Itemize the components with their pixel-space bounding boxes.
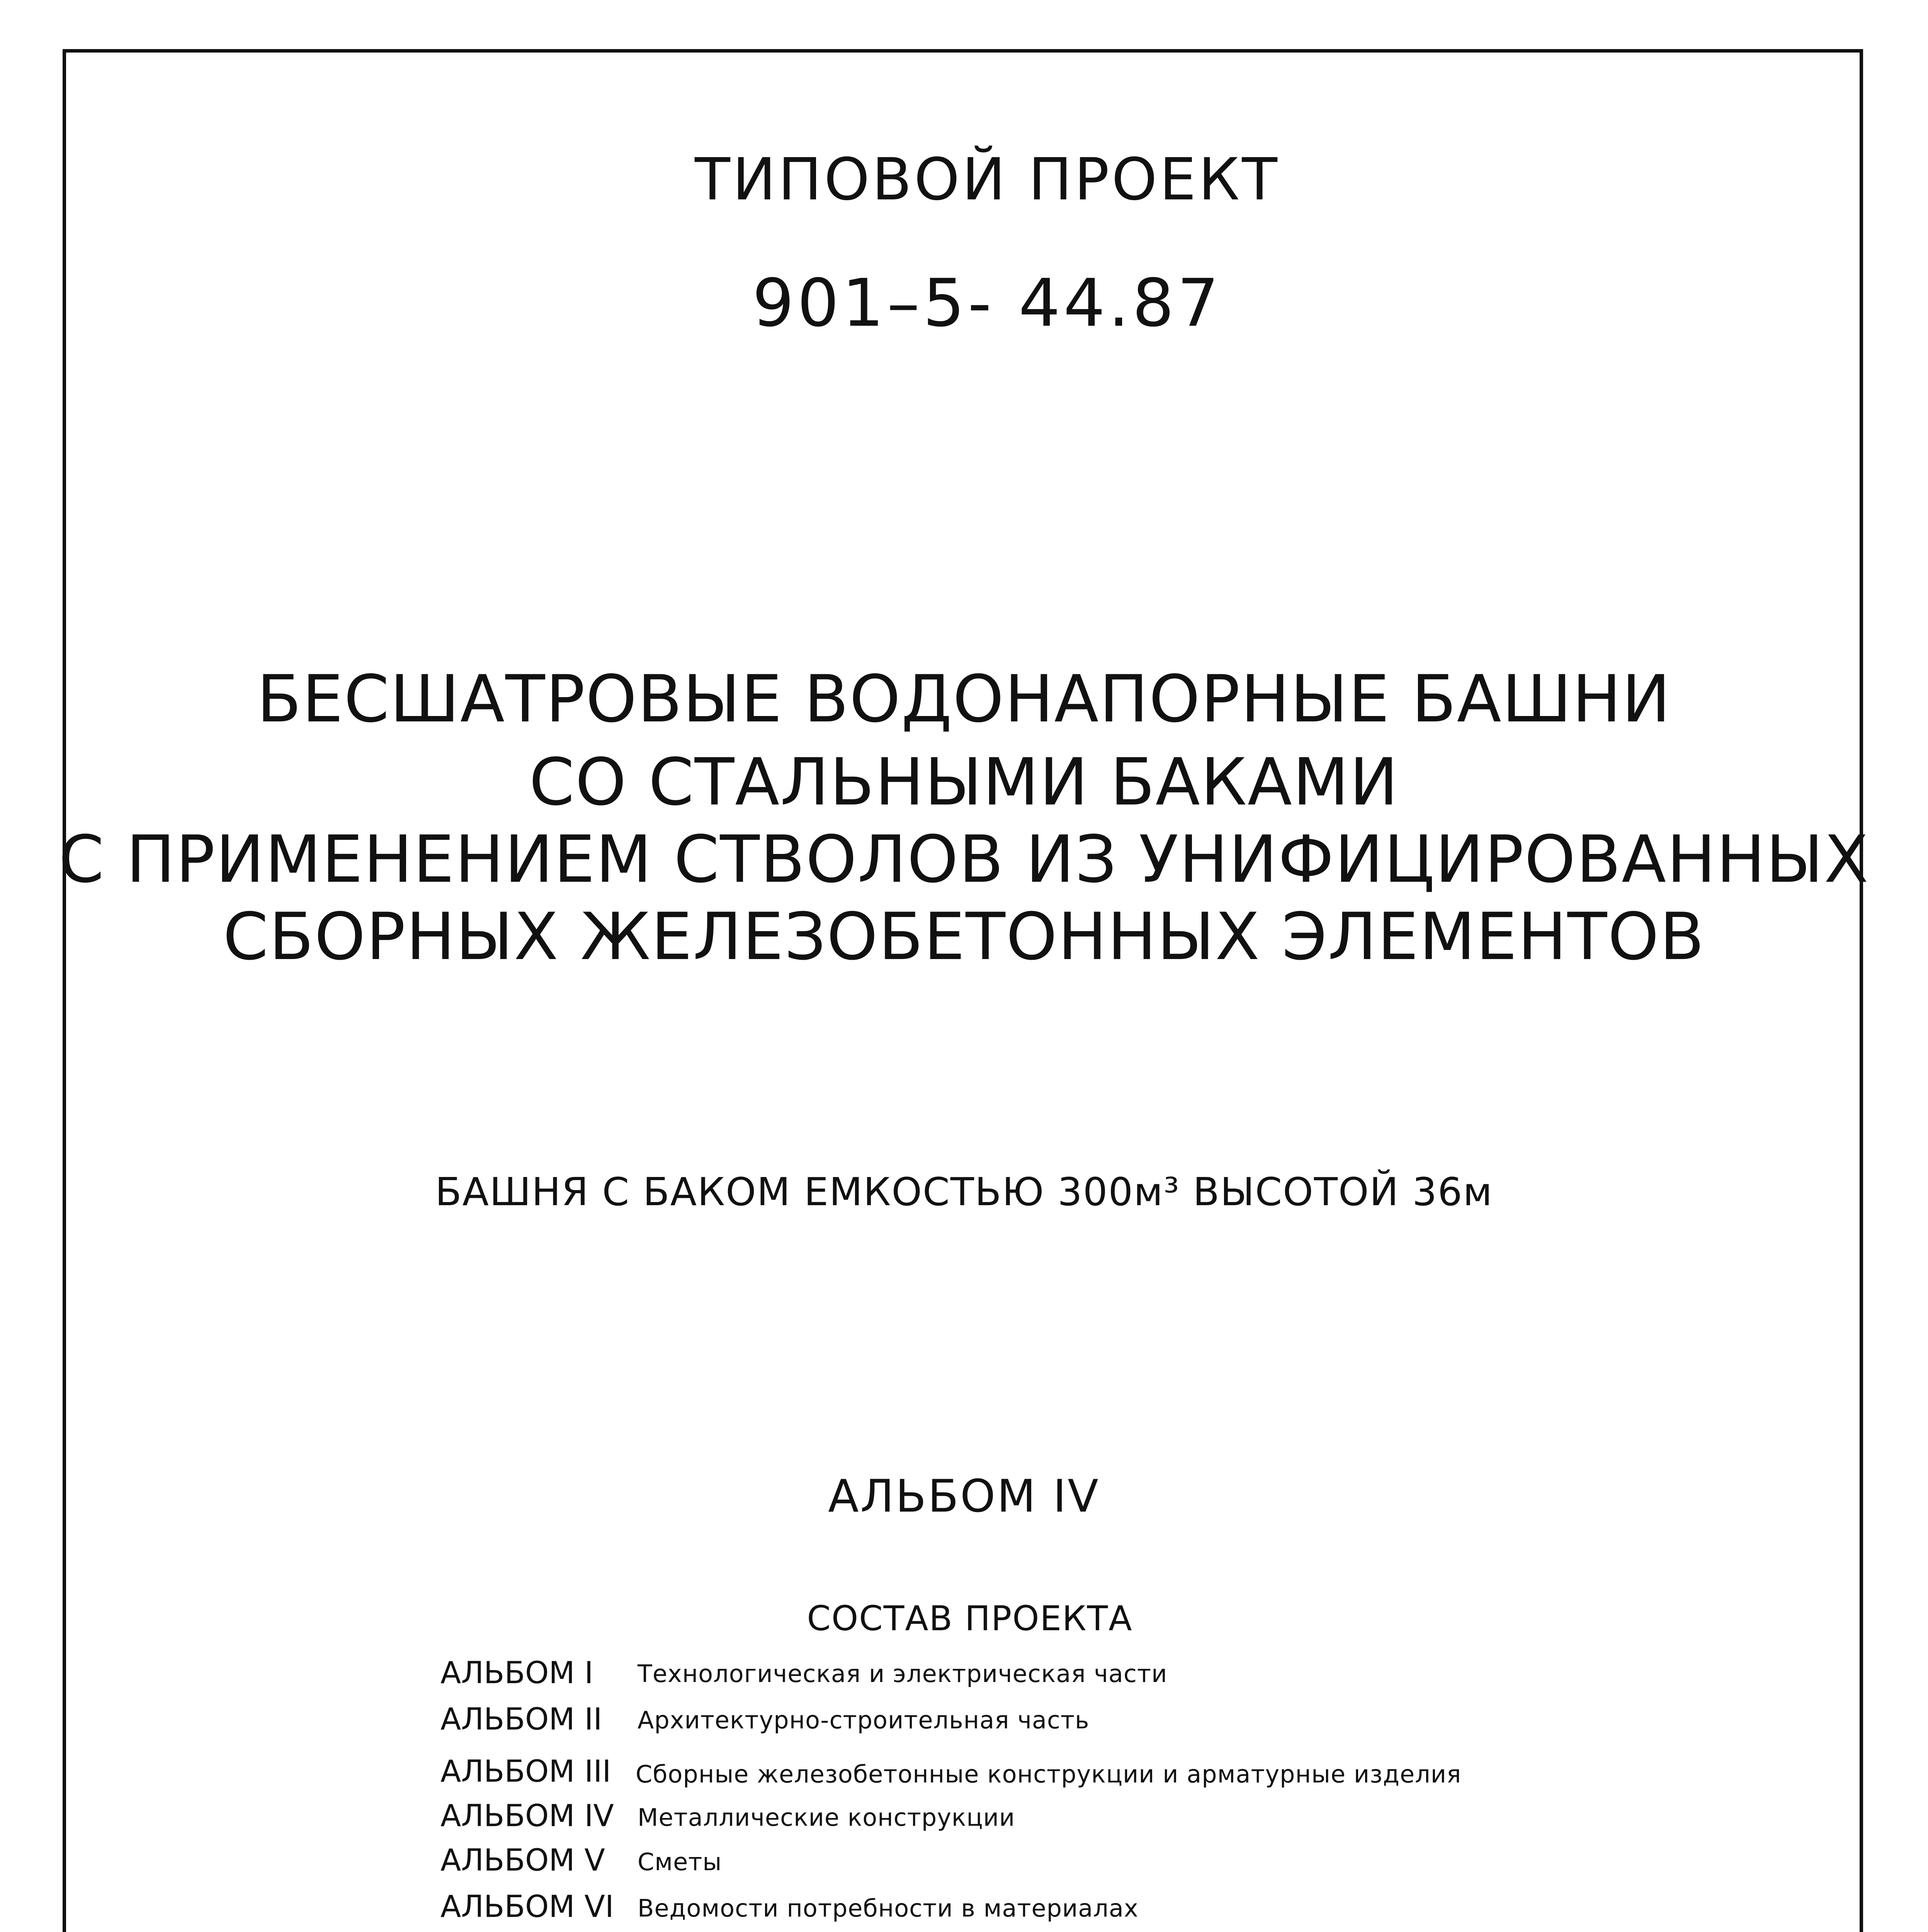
project-code: 901–5- 44.87 bbox=[752, 265, 1222, 342]
album-list-label: АЛЬБОМ VI bbox=[440, 1889, 614, 1924]
album-list-label: АЛЬБОМ IV bbox=[440, 1799, 614, 1833]
album-list-description: Ведомости потребности в материалах bbox=[638, 1894, 1139, 1922]
album-list-description: Металлические конструкции bbox=[638, 1803, 1015, 1832]
album-number: АЛЬБОМ IV bbox=[828, 1470, 1100, 1522]
composition-heading: СОСТАВ ПРОЕКТА bbox=[807, 1599, 1133, 1638]
album-list-description: Технологическая и электрическая части bbox=[638, 1660, 1168, 1688]
album-list-label: АЛЬБОМ II bbox=[440, 1702, 602, 1737]
album-list-label: АЛЬБОМ V bbox=[440, 1843, 605, 1878]
title-line-2: СО СТАЛЬНЫМИ БАКАМИ bbox=[529, 744, 1399, 820]
project-type: ТИПОВОЙ ПРОЕКТ bbox=[695, 146, 1280, 213]
album-list-label: АЛЬБОМ III bbox=[440, 1754, 611, 1789]
album-list-description: Архитектурно-строительная часть bbox=[638, 1706, 1090, 1734]
album-list-description: Сметы bbox=[638, 1848, 722, 1876]
album-list-label: АЛЬБОМ I bbox=[440, 1656, 593, 1690]
title-line-1: БЕСШАТРОВЫЕ ВОДОНАПОРНЫЕ БАШНИ bbox=[257, 661, 1671, 737]
title-line-4: СБОРНЫХ ЖЕЛЕЗОБЕТОННЫХ ЭЛЕМЕНТОВ bbox=[223, 899, 1705, 975]
tower-subtitle: БАШНЯ С БАКОМ ЕМКОСТЬЮ 300м³ ВЫСОТОЙ 36м bbox=[435, 1169, 1493, 1214]
album-list-description: Сборные железобетонные конструкции и арматурные изделия bbox=[636, 1760, 1462, 1788]
title-line-3: С ПРИМЕНЕНИЕМ СТВОЛОВ ИЗ УНИФИЦИРОВАННЫХ bbox=[59, 821, 1869, 897]
